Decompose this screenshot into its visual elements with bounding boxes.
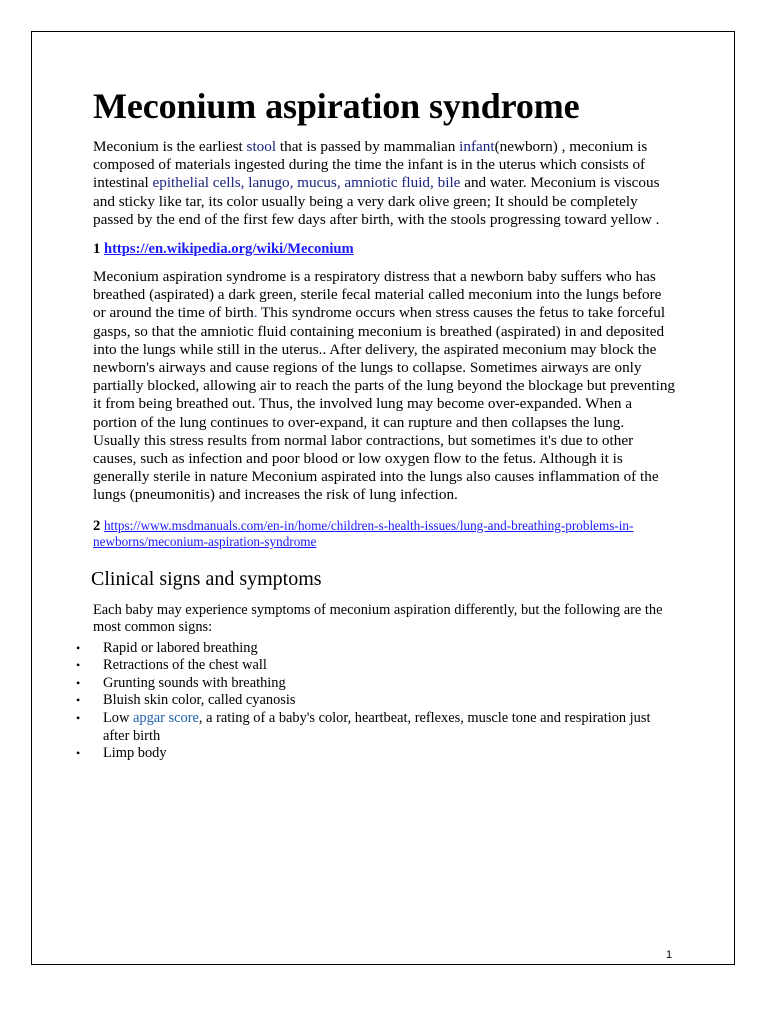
lanugo-link[interactable]: lanugo [248, 174, 290, 192]
symptoms-list [76, 639, 675, 763]
msd-manuals-link[interactable]: https://www.msdmanuals.com/en-in/home/children-s-health-issues/lung-and-breathing-problems-in-newborns/meconium-aspiration-syndrome [93, 517, 634, 549]
bullet-icon: • [76, 658, 81, 673]
definition-text: This syndrome occurs when stress causes the fetus to take forceful gasps, so that the amniotic fluid containing meconium is breathed (aspirated) in and deposited into the lungs while still in the uterus.. After delivery, the aspirated meconium may block the newborn's airways and cause regions of the lungs to collapse. Sometimes airways are only partially blocked, allowing air to reach the parts of the lung beyond the blockage but preventing it from being breathed out. Thus, the involved lung may become over-expanded. When a portion of the lung continues to over-expand, it can rupture and then collapses the lung. Usually this stress results from normal labor contractions, but sometimes it's due to other causes, such as infection and poor blood or low oxygen flow to the fetus. Although it is generally sterile in nature Meconium aspirated into the lungs also causes inflammation of the lungs (pneumonitis) and increases the risk of lung infection. [93, 304, 676, 504]
infant-link[interactable]: infant [459, 138, 495, 155]
document-body [76, 84, 676, 763]
list-item [76, 639, 675, 658]
list-item [76, 692, 675, 710]
page-number: 1 [666, 949, 673, 961]
wikipedia-link[interactable]: https://en.wikipedia.org/wiki/Meconium [103, 241, 354, 258]
symptom-text: Rapid or labored breathing [103, 639, 258, 656]
intro-text: and water. Meconium is viscous and sticky like tar, its color usually being a very dark olive green; It should be completely passed by the end of the first few days after birth, with the stools progressing toward yellow . [93, 174, 660, 228]
bullet-icon: • [76, 675, 81, 690]
symptom-text: , a rating of a baby's color, heartbeat, reflexes, muscle tone and respiration just after birth [103, 710, 651, 744]
symptoms-intro: Each baby may experience symptoms of meconium aspiration differently, but the following are the most common signs: [93, 601, 663, 635]
stool-link[interactable]: stool [246, 138, 277, 155]
definition-paragraph [93, 268, 675, 505]
bullet-icon: • [76, 746, 81, 761]
intro-text: (newborn) , meconium is composed of materials ingested during the time the infant is in the uterus which consists of intestinal [93, 138, 648, 192]
separator: , [240, 174, 249, 192]
separator: , [289, 174, 298, 192]
amniotic-fluid-link[interactable]: amniotic fluid [344, 174, 431, 192]
section-heading: Clinical signs and symptoms [91, 567, 322, 590]
separator: , [430, 174, 438, 192]
list-item [76, 710, 675, 745]
list-item [76, 657, 675, 675]
symptom-text: Low [103, 710, 133, 727]
apgar-score-link[interactable]: apgar score [132, 710, 199, 727]
separator: , [336, 174, 345, 192]
bile-link[interactable]: bile [437, 174, 461, 192]
reference-1 [93, 240, 675, 258]
bullet-icon: • [76, 711, 81, 726]
reference-number: 2 [93, 517, 104, 534]
intro-text: that is passed by mammalian [276, 138, 460, 155]
list-item [76, 745, 675, 763]
bullet-icon: • [76, 640, 81, 655]
reference-2 [93, 518, 675, 550]
symptom-text: Grunting sounds with breathing [103, 674, 286, 691]
page-title: Meconium aspiration syndrome [93, 86, 580, 126]
reference-number: 1 [93, 241, 104, 258]
bullet-icon: • [76, 693, 81, 708]
symptom-text: Limp body [103, 745, 167, 762]
period-mark: . [253, 304, 258, 322]
mucus-link[interactable]: mucus [297, 174, 337, 192]
symptom-text: Retractions of the chest wall [103, 657, 267, 674]
symptom-text: Bluish skin color, called cyanosis [103, 692, 296, 709]
epithelial-cells-link[interactable]: epithelial cells [152, 174, 241, 192]
intro-text: Meconium is the earliest [93, 138, 247, 155]
definition-text: Meconium aspiration syndrome is a respiratory distress that a newborn baby suffers who has breathed (aspirated) a dark green, sterile fecal material called meconium into the lungs before or around the time of birth [93, 268, 662, 322]
intro-paragraph [93, 138, 675, 229]
list-item [76, 674, 675, 693]
